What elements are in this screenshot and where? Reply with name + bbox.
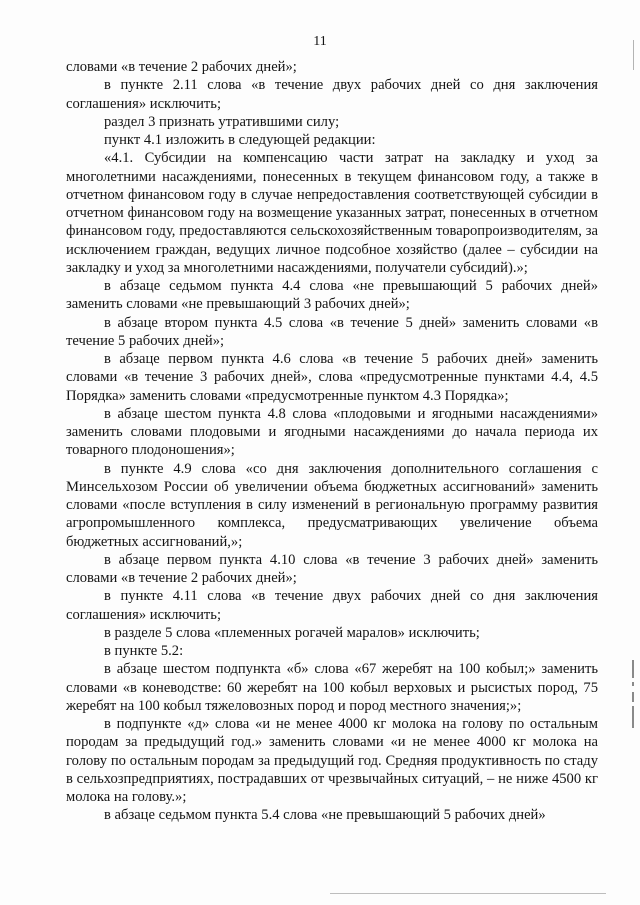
paragraph: в пункте 4.11 слова «в течение двух рабочих дней со дня заключения соглашения» исключить; bbox=[66, 588, 598, 623]
paragraph: в абзаце шестом пункта 4.8 слова «плодовыми и ягодными насаждениями» заменить словами плодовыми и ягодными насаждениями до начала периода их товарного плодоношения»; bbox=[66, 405, 598, 459]
paragraph: в абзаце седьмом пункта 5.4 слова «не превышающий 5 рабочих дней» bbox=[104, 807, 546, 824]
paragraph: в подпункте «д» слова «и не менее 4000 кг молока на голову по остальным породам за предыдущий год.» заменить словами «и не менее 4000 кг молока на голову по остальным породам за предыдущий год. Средняя продуктивность по стаду в сельхозпредприятиях, пострадавших от чрезвычайных ситуаций, – не ниже 4500 кг молока на голову.»; bbox=[66, 716, 598, 805]
paragraph: в пункте 5.2: bbox=[104, 643, 184, 659]
page-number: 11 bbox=[313, 34, 327, 49]
paragraph: в разделе 5 слова «племенных рогачей маралов» исключить; bbox=[104, 624, 480, 641]
paragraph: в пункте 2.11 слова «в течение двух рабочих дней со дня заключения соглашения» исключить; bbox=[66, 77, 598, 112]
scan-edge-mark-side bbox=[630, 660, 636, 734]
paragraph: в абзаце первом пункта 4.6 слова «в течение 5 рабочих дней» заменить словами «в течение 3 рабочих дней», слова «предусмотренные пунктами 4.4, 4.5 Порядка» заменить словами «предусмотренные пунктом 4.3 Порядка»; bbox=[66, 351, 598, 404]
scan-edge-mark-top bbox=[629, 40, 634, 70]
paragraph: «4.1. Субсидии на компенсацию части затрат на закладку и уход за многолетними насаждениями, понесенных в текущем финансовом году, а также в отчетном финансовом году в случае непредоставления соответствующей субсидии в отчетном финансовом году на возмещение указанных затрат, понесенных в отчетном финансовом году, предоставляются сельскохозяйственным товаропроизводителям, за исключением граждан, ведущих личное подсобное хозяйство (далее – субсидии на закладку и уход за многолетними насаждениями, получатели субсидий).»; bbox=[66, 150, 598, 276]
paragraph: словами «в течение 2 рабочих дней»; bbox=[66, 59, 297, 75]
paragraph: пункт 4.1 изложить в следующей редакции: bbox=[104, 132, 376, 148]
paragraph: в абзаце седьмом пункта 4.4 слова «не превышающий 5 рабочих дней» заменить словами «не превышающий 3 рабочих дней»; bbox=[66, 278, 598, 313]
paragraph: в абзаце шестом подпункта «б» слова «67 жеребят на 100 кобыл;» заменить словами «в коневодстве: 60 жеребят на 100 кобыл верховых и рысистых пород, 75 жеребят на 100 кобыл тяжеловозных пород и пород местного значения;»; bbox=[66, 661, 598, 714]
document-body bbox=[66, 58, 598, 825]
paragraph: раздел 3 признать утратившими силу; bbox=[104, 113, 340, 130]
paragraph: в абзаце первом пункта 4.10 слова «в течение 3 рабочих дней» заменить словами «в течение 2 рабочих дней»; bbox=[66, 551, 598, 586]
paragraph: в абзаце втором пункта 4.5 слова «в течение 5 дней» заменить словами «в течение 5 рабочих дней»; bbox=[66, 314, 598, 349]
scan-bottom-edge bbox=[330, 893, 606, 894]
paragraph: в пункте 4.9 слова «со дня заключения дополнительного соглашения с Минсельхозом России об увеличении объема бюджетных ассигнований» заменить словами «после вступления в силу изменений в региональную программу развития агропромышленного комплекса, предусматривающих увеличение объема бюджетных ассигнований,»; bbox=[66, 460, 598, 550]
